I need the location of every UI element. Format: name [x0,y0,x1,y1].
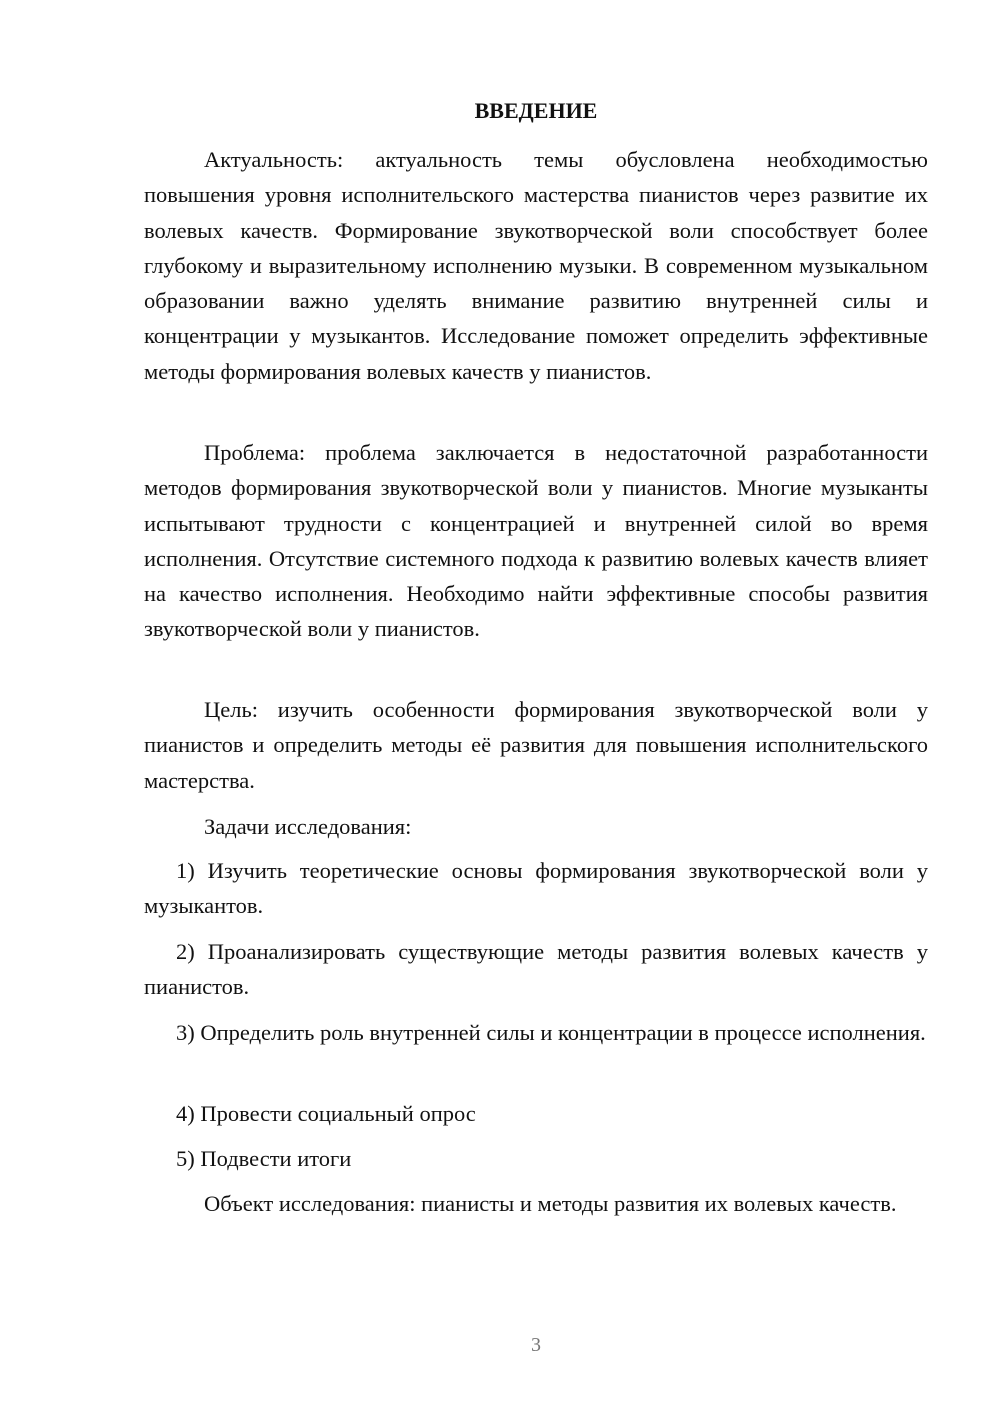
tasks-heading: Задачи исследования: [204,814,412,839]
page-number: 3 [531,1334,541,1356]
object-paragraph: Объект исследования: пианисты и методы развития их волевых качеств. [204,1191,897,1216]
problem-paragraph: Проблема: проблема заключается в недостаточной разработанности методов формирования звукотворческой воли у пианистов. Многие музыканты испытывают трудности с концентрацией и внутренней силой во время исполнения. Отсутствие системного подхода к развитию волевых качеств влияет на качество исполнения. Необходимо найти эффективные способы развития звукотворческой воли у пианистов. [144,440,928,642]
relevance-paragraph: Актуальность: актуальность темы обусловлена необходимостью повышения уровня исполнительского мастерства пианистов через развитие их волевых качеств. Формирование звукотворческой воли способствует более глубокому и выразительному исполнению музыки. В современном музыкальном образовании важно уделять внимание развитию внутренней силы и концентрации у музыкантов. Исследование поможет определить эффективные методы формирования волевых качеств у пианистов. [144,147,928,384]
task-item-3: 3) Определить роль внутренней силы и концентрации в процессе исполнения. [176,1020,926,1045]
goal-paragraph: Цель: изучить особенности формирования звукотворческой воли у пианистов и определить методы её развития для повышения исполнительского мастерства. [144,697,928,793]
task-item-1: 1) Изучить теоретические основы формирования звукотворческой воли у музыкантов. [144,858,928,919]
task-item-2: 2) Проанализировать существующие методы развития волевых качеств у пианистов. [144,939,928,1000]
task-item-5: 5) Подвести итоги [176,1146,352,1171]
task-item-4: 4) Провести социальный опрос [176,1101,476,1126]
section-title: ВВЕДЕНИЕ [474,98,598,123]
document-page [144,0,928,1414]
